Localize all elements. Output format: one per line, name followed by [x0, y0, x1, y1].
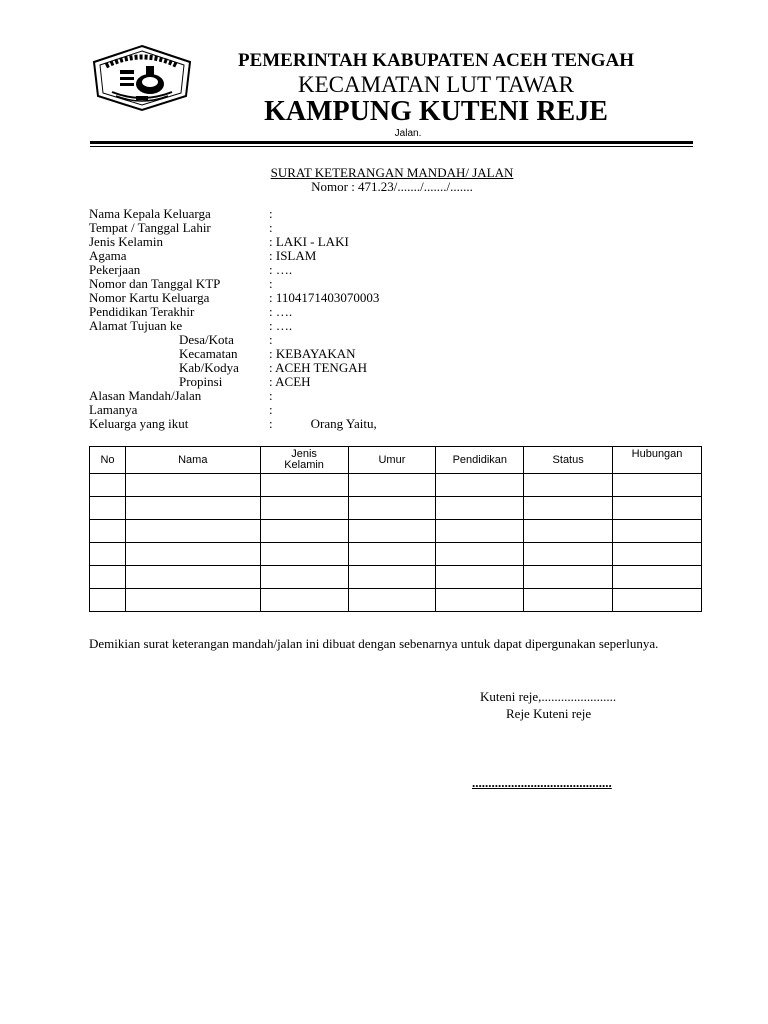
- field-label: Jenis Kelamin: [89, 234, 164, 249]
- col-header-jenis-kelamin: [260, 447, 348, 474]
- field-label: Agama: [89, 248, 127, 263]
- col-header-status: Status: [524, 447, 613, 474]
- field-label: Kab/Kodya: [179, 360, 239, 375]
- field-label: Pekerjaan: [89, 262, 141, 277]
- table-row: [90, 589, 702, 612]
- table-row: [90, 497, 702, 520]
- field-label: Keluarga yang ikut: [89, 416, 189, 431]
- field-value: : ….: [269, 262, 293, 277]
- field-label: Lamanya: [89, 402, 138, 417]
- col-header-jenis-line1: Jenis: [291, 448, 317, 460]
- field-value: :: [269, 206, 273, 221]
- document-title: SURAT KETERANGAN MANDAH/ JALAN: [270, 165, 514, 180]
- field-value: : ….: [269, 318, 293, 333]
- field-label: Desa/Kota: [179, 332, 234, 347]
- signer-title: Reje Kuteni reje: [506, 706, 592, 721]
- field-colon: :: [269, 416, 273, 431]
- field-value: : KEBAYAKAN: [269, 346, 356, 361]
- field-value: :: [269, 388, 273, 403]
- field-label: Alasan Mandah/Jalan: [89, 388, 202, 403]
- document-number: Nomor : 471.23/......./......./.......: [311, 179, 473, 194]
- field-value: :: [269, 402, 273, 417]
- col-header-nama: Nama: [125, 447, 260, 474]
- field-value: : 1104171403070003: [269, 290, 380, 305]
- header-address: Jalan.: [394, 128, 422, 139]
- field-value: : ….: [269, 304, 293, 319]
- col-header-no: No: [90, 447, 126, 474]
- field-value: :: [269, 332, 273, 347]
- field-value: :: [269, 220, 273, 235]
- field-label: Propinsi: [179, 374, 223, 389]
- field-label: Nama Kepala Keluarga: [89, 206, 211, 221]
- table-header-row: [90, 447, 702, 474]
- table-row: [90, 543, 702, 566]
- field-value: [269, 417, 377, 431]
- signature-line: ...........................................: [472, 775, 612, 790]
- regency-emblem-icon: [90, 44, 194, 112]
- field-label: Nomor Kartu Keluarga: [89, 290, 210, 305]
- col-header-umur: Umur: [348, 447, 436, 474]
- field-value: : LAKI - LAKI: [269, 234, 349, 249]
- field-value: : ISLAM: [269, 248, 317, 263]
- signature-place-date: Kuteni reje,.......................: [480, 689, 617, 704]
- table-row: [90, 566, 702, 589]
- col-header-pendidikan: Pendidikan: [436, 447, 524, 474]
- header-village: KAMPUNG KUTENI REJE: [264, 96, 608, 127]
- header-government: PEMERINTAH KABUPATEN ACEH TENGAH: [237, 50, 635, 71]
- family-members-table: [89, 446, 702, 612]
- table-row: [90, 474, 702, 497]
- closing-statement: Demikian surat keterangan mandah/jalan ini dibuat dengan sebenarnya untuk dapat dipergunakan seperlunya.: [89, 636, 659, 651]
- header-divider-thin: [90, 146, 693, 147]
- field-value: :: [269, 276, 273, 291]
- col-header-jenis-line2: Kelamin: [284, 459, 324, 471]
- table-row: [90, 520, 702, 543]
- header-district: KECAMATAN LUT TAWAR: [297, 72, 574, 97]
- field-label: Tempat / Tanggal Lahir: [89, 220, 211, 235]
- field-extra-text: Orang Yaitu,: [310, 416, 377, 431]
- field-label: Kecamatan: [179, 346, 238, 361]
- field-value: : ACEH: [269, 374, 311, 389]
- field-label: Pendidikan Terakhir: [89, 304, 195, 319]
- field-label: Alamat Tujuan ke: [89, 318, 183, 333]
- field-value: : ACEH TENGAH: [269, 360, 367, 375]
- field-label: Nomor dan Tanggal KTP: [89, 276, 221, 291]
- header-divider-thick: [90, 141, 693, 144]
- col-header-hubungan: Hubungan: [613, 447, 702, 474]
